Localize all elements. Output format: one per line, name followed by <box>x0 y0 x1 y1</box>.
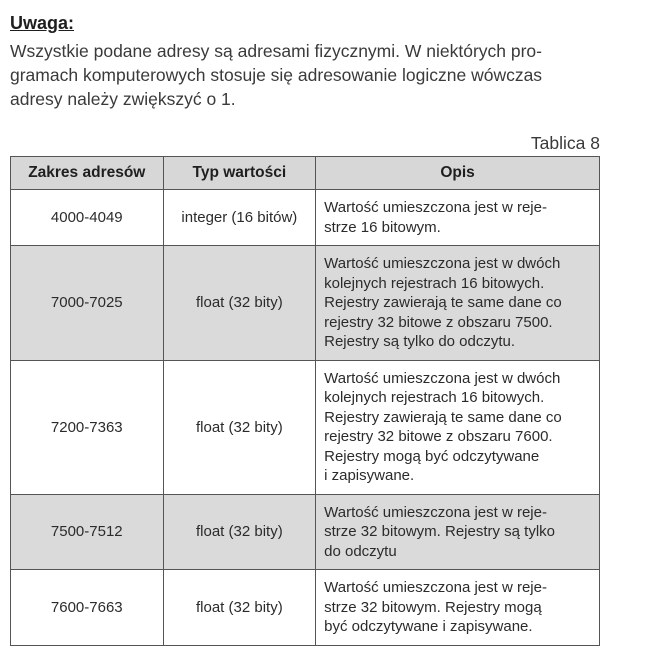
description-line: kolejnych rejestrach 16 bitowych. <box>324 389 545 406</box>
description-line: do odczytu <box>324 542 397 560</box>
note-body <box>10 39 600 111</box>
cell-value-type: float (32 bity) <box>163 360 316 494</box>
cell-address-range: 7000-7025 <box>11 246 164 361</box>
header-description: Opis <box>316 157 600 190</box>
description-line: strze 32 bitowym. Rejestry są tylko <box>324 523 556 540</box>
cell-address-range: 7600-7663 <box>11 570 164 646</box>
description-line: Rejestry mogą być odczytywane <box>324 447 540 465</box>
table-header-row <box>11 157 600 190</box>
cell-value-type: float (32 bity) <box>163 570 316 646</box>
description-line: Wartość umieszczona jest w reje- <box>324 199 547 216</box>
header-value-type: Typ wartości <box>163 157 316 190</box>
description-line: strze 16 bitowym. <box>324 218 441 236</box>
table-row <box>11 494 600 570</box>
address-table <box>10 156 600 646</box>
description-line: rejestry 32 bitowe z obszaru 7600. <box>324 428 553 445</box>
description-line: strze 32 bitowym. Rejestry mogą <box>324 598 542 616</box>
cell-description <box>316 246 600 361</box>
cell-value-type: integer (16 bitów) <box>163 190 316 246</box>
cut-off-previous-line <box>10 0 430 1</box>
description-line: rejestry 32 bitowe z obszaru 7500. <box>324 313 553 331</box>
cell-address-range: 4000-4049 <box>11 190 164 246</box>
cell-address-range: 7500-7512 <box>11 494 164 570</box>
description-line: kolejnych rejestrach 16 bitowych. <box>324 274 545 292</box>
table-row <box>11 570 600 646</box>
description-line: Wartość umieszczona jest w reje- <box>324 579 547 596</box>
description-line: być odczytywane i zapisywane. <box>324 618 533 635</box>
description-line: Wartość umieszczona jest w dwóch <box>324 369 561 387</box>
cell-value-type: float (32 bity) <box>163 246 316 361</box>
table-row <box>11 360 600 494</box>
cell-description <box>316 570 600 646</box>
description-line: Wartość umieszczona jest w reje- <box>324 503 547 521</box>
cell-address-range: 7200-7363 <box>11 360 164 494</box>
cell-description <box>316 360 600 494</box>
cell-description <box>316 494 600 570</box>
table-row <box>11 190 600 246</box>
table-row <box>11 246 600 361</box>
description-line: i zapisywane. <box>324 467 415 484</box>
header-address-range: Zakres adresów <box>11 157 164 190</box>
cell-value-type: float (32 bity) <box>163 494 316 570</box>
note-line: gramach komputerowych stosuje się adresowanie logiczne wówczas <box>10 65 543 85</box>
table-caption: Tablica 8 <box>530 133 600 153</box>
note-line: adresy należy zwiększyć o 1. <box>10 89 236 109</box>
description-line: Rejestry zawierają te same dane co <box>324 294 562 311</box>
description-line: Rejestry zawierają te same dane co <box>324 408 562 426</box>
description-line: Rejestry są tylko do odczytu. <box>324 333 516 350</box>
description-line: Wartość umieszczona jest w dwóch <box>324 255 561 272</box>
cell-description <box>316 190 600 246</box>
note-heading: Uwaga: <box>10 13 75 33</box>
note-line: Wszystkie podane adresy są adresami fizycznymi. W niektórych pro- <box>10 41 542 61</box>
